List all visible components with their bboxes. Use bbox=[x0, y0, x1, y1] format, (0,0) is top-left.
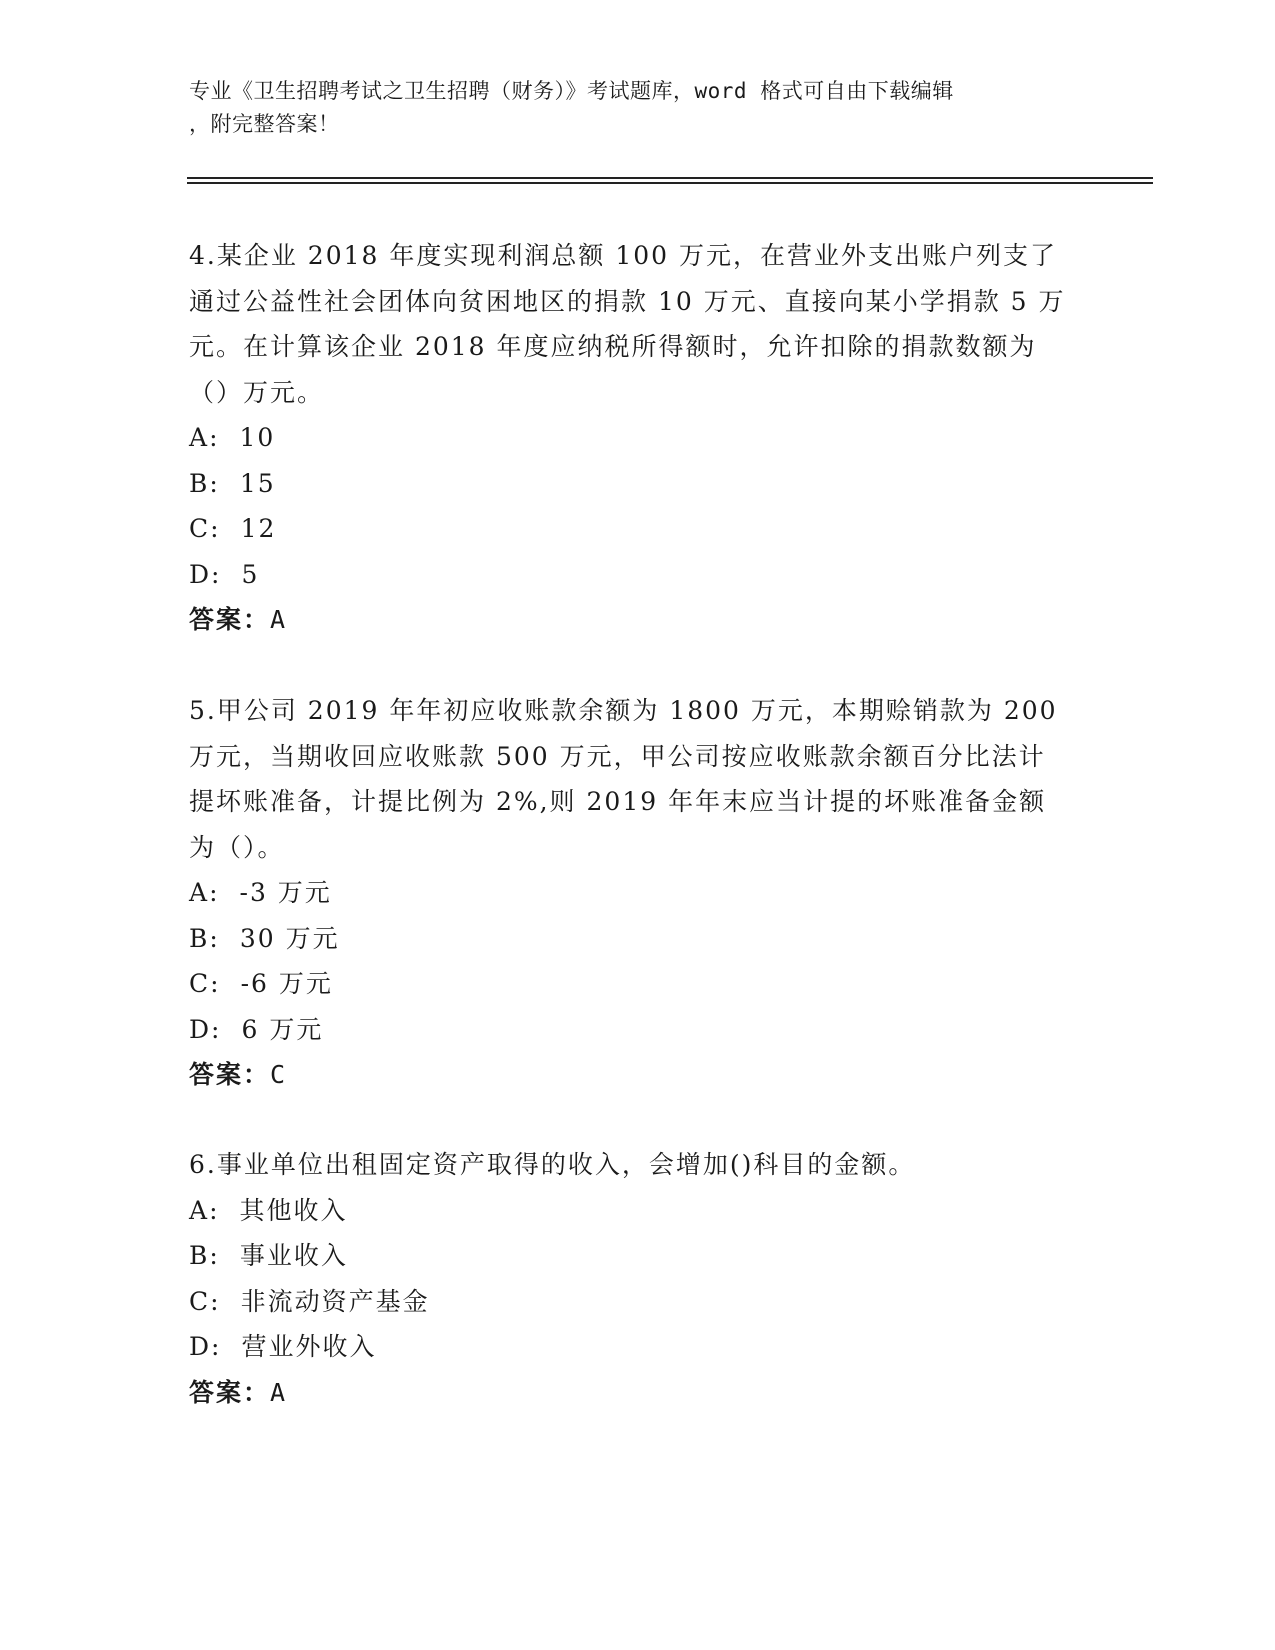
question-stem: 6.事业单位出租固定资产取得的收入，会增加()科目的金额。 bbox=[189, 1150, 916, 1179]
option-c bbox=[189, 506, 1069, 552]
option-letter: C bbox=[189, 514, 211, 543]
option-separator: : bbox=[211, 559, 222, 589]
answer-value: A bbox=[270, 605, 288, 634]
option-letter: A bbox=[189, 1195, 210, 1225]
option-d bbox=[189, 552, 1069, 598]
option-letter: C bbox=[189, 1286, 211, 1316]
option-b bbox=[189, 1233, 1069, 1279]
option-b bbox=[189, 461, 1069, 507]
option-text: 非流动资产基金 bbox=[240, 1286, 430, 1316]
header-divider-bottom bbox=[187, 182, 1153, 184]
option-letter: B bbox=[189, 1241, 210, 1270]
option-text: 30 万元 bbox=[239, 923, 340, 953]
document-header bbox=[189, 75, 1069, 141]
answer-label: 答案： bbox=[189, 1377, 271, 1407]
option-a bbox=[189, 415, 1069, 461]
answer-line bbox=[189, 597, 1069, 643]
option-letter: D bbox=[189, 559, 212, 589]
option-letter: B bbox=[189, 923, 210, 953]
answer-line bbox=[189, 1370, 1069, 1416]
option-text: 5 bbox=[241, 559, 260, 589]
option-b bbox=[189, 916, 1069, 962]
option-text: 10 bbox=[239, 423, 276, 452]
option-separator: : bbox=[210, 514, 221, 543]
option-letter: A bbox=[189, 423, 210, 452]
option-text: -6 万元 bbox=[240, 969, 333, 998]
answer-label: 答案： bbox=[189, 1060, 271, 1089]
answer-label: 答案： bbox=[189, 605, 271, 634]
option-separator: : bbox=[209, 423, 220, 452]
question-stem: 5.甲公司 2019 年年初应收账款余额为 1800 万元，本期赊销款为 200 万元，当期收回应收账款 500 万元，甲公司按应收账款余额百分比法计提坏账准备，计提比例为 2%,则 2019 年年末应当计提的坏账准备金额为（）。 bbox=[189, 696, 1058, 862]
option-d bbox=[189, 1007, 1069, 1053]
option-separator: : bbox=[209, 1195, 220, 1225]
option-text: 营业外收入 bbox=[241, 1332, 377, 1361]
header-divider-top bbox=[187, 177, 1153, 179]
option-a bbox=[189, 870, 1069, 916]
option-a bbox=[189, 1188, 1069, 1234]
option-separator: : bbox=[209, 1241, 220, 1270]
option-separator: : bbox=[210, 969, 221, 998]
option-letter: A bbox=[189, 878, 210, 907]
answer-value: A bbox=[270, 1377, 288, 1407]
option-separator: : bbox=[210, 1286, 221, 1316]
question-6 bbox=[189, 1142, 1069, 1415]
option-letter: C bbox=[189, 969, 211, 998]
option-d bbox=[189, 1324, 1069, 1370]
question-stem: 4.某企业 2018 年度实现利润总额 100 万元，在营业外支出账户列支了通过公益性社会团体向贫困地区的捐款 10 万元、直接向某小学捐款 5 万元。在计算该企业 2018 年度应纳税所得额时，允许扣除的捐款数额为（）万元。 bbox=[189, 241, 1066, 407]
option-letter: D bbox=[189, 1332, 212, 1361]
option-letter: B bbox=[189, 468, 210, 498]
option-text: 其他收入 bbox=[239, 1195, 348, 1225]
header-line-1: 专业《卫生招聘考试之卫生招聘（财务）》考试题库，word 格式可自由下载编辑 bbox=[189, 79, 954, 103]
option-text: -3 万元 bbox=[239, 878, 332, 907]
option-letter: D bbox=[189, 1014, 212, 1044]
option-c bbox=[189, 961, 1069, 1007]
option-separator: : bbox=[211, 1332, 222, 1361]
option-c bbox=[189, 1279, 1069, 1325]
option-separator: : bbox=[209, 878, 220, 907]
option-separator: : bbox=[209, 923, 220, 953]
answer-value: C bbox=[270, 1060, 288, 1089]
option-separator: : bbox=[209, 468, 220, 498]
option-text: 12 bbox=[240, 514, 277, 543]
question-4 bbox=[189, 233, 1069, 643]
option-separator: : bbox=[211, 1014, 222, 1044]
option-text: 事业收入 bbox=[239, 1241, 348, 1270]
option-text: 6 万元 bbox=[241, 1014, 324, 1044]
option-text: 15 bbox=[239, 468, 276, 498]
answer-line bbox=[189, 1052, 1069, 1098]
question-5 bbox=[189, 688, 1069, 1098]
header-line-2: ，附完整答案！ bbox=[189, 112, 340, 136]
